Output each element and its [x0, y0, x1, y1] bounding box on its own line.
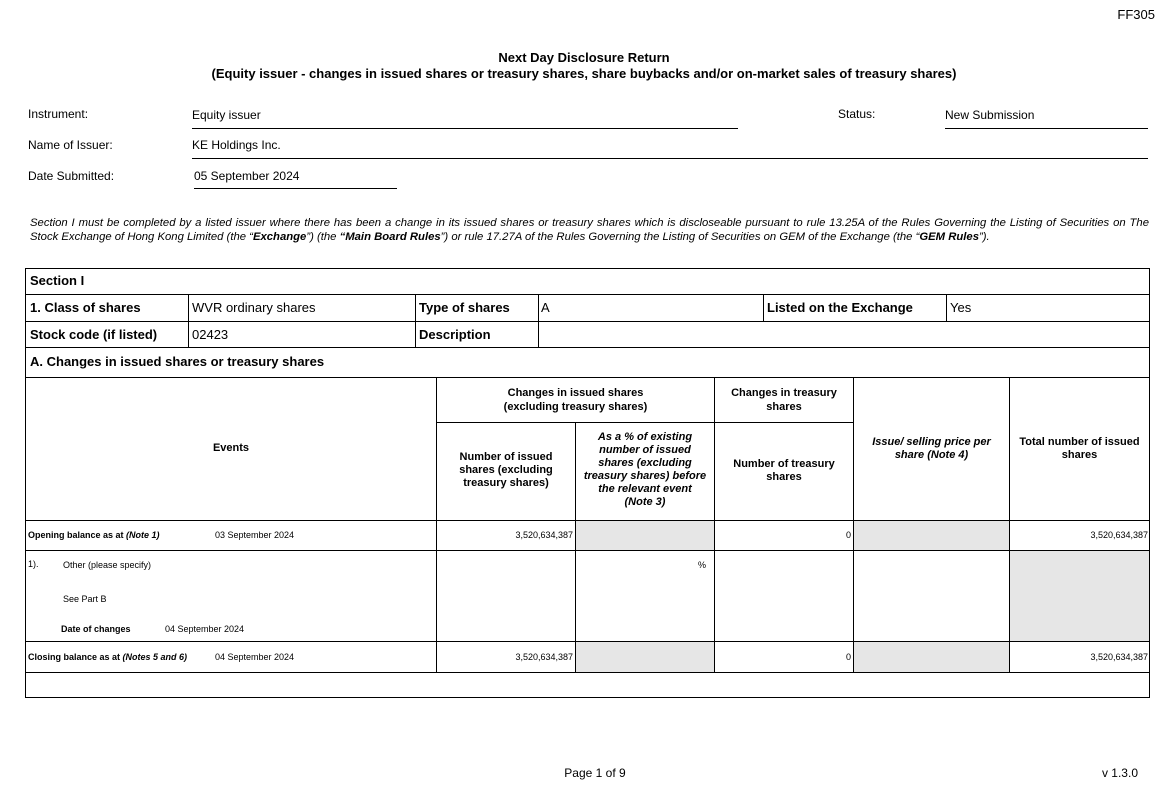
shaded-cell — [576, 642, 714, 672]
instrument-label: Instrument: — [28, 107, 89, 121]
num-treasury-header: Number of treasury shares — [733, 458, 835, 483]
closing-balance-date: 04 September 2024 — [215, 652, 295, 662]
divider — [25, 377, 1150, 378]
closing-balance-label: Closing balance as at (Notes 5 and 6) — [28, 652, 188, 662]
type-of-shares-label: Type of shares — [419, 300, 510, 315]
stock-code-value: 02423 — [192, 327, 229, 342]
event-specify: See Part B — [63, 594, 107, 604]
price-header: Issue/ selling price per share (Note 4) — [872, 436, 991, 461]
opening-treasury: 0 — [845, 530, 851, 540]
shaded-cell — [576, 521, 714, 550]
date-of-changes-label: Date of changes — [61, 624, 131, 634]
divider — [25, 347, 1150, 348]
divider — [25, 550, 1150, 551]
divider — [436, 377, 437, 672]
type-of-shares-value: A — [541, 300, 550, 315]
closing-treasury: 0 — [845, 652, 851, 662]
intro-paragraph: Section I must be completed by a listed issuer where there has been a change in its issued shares or treasury shares which is discloseable pursuant to rule 13.25A of the Rules Governing the Listing of Securities on The Stock Exchange of Hong Kong Limited (the “Exchange”) (the “Main Board Rules”) or rule 17.27A of the Rules Governing the Listing of Securities on GEM of the Exchange (the “GEM Rules”). — [30, 217, 1149, 243]
opening-issued: 3,520,634,387 — [515, 530, 573, 540]
date-of-changes-value: 04 September 2024 — [165, 624, 245, 634]
title-line-1: Next Day Disclosure Return — [498, 50, 670, 65]
section-title: Section I — [30, 273, 85, 288]
class-of-shares-value: WVR ordinary shares — [192, 300, 316, 315]
treasury-group-header: Changes in treasury shares — [731, 387, 837, 413]
divider — [714, 377, 715, 672]
opening-balance-label: Opening balance as at (Note 1) — [28, 530, 160, 540]
divider — [25, 294, 1150, 295]
class-of-shares-label: 1. Class of shares — [30, 300, 141, 315]
num-issued-header: Number of issued shares (excluding treasury shares) — [459, 451, 553, 489]
issuer-value: KE Holdings Inc. — [192, 138, 1148, 159]
divider — [763, 294, 764, 321]
events-header: Events — [212, 442, 250, 454]
page-number: Page 1 of 9 — [564, 766, 626, 780]
pct-sign: % — [697, 560, 706, 570]
status-label: Status: — [838, 107, 876, 121]
divider — [188, 294, 189, 347]
divider — [436, 422, 854, 423]
date-submitted-label: Date Submitted: — [28, 169, 115, 183]
pct-header: As a % of existing number of issued shares (excluding treasury shares) before the relevant event (Note 3) — [583, 431, 707, 508]
listed-label: Listed on the Exchange — [767, 300, 913, 315]
total-header: Total number of issued shares — [1019, 436, 1140, 461]
description-label: Description — [419, 327, 491, 342]
divider — [538, 294, 539, 347]
listed-value: Yes — [950, 300, 972, 315]
divider — [25, 321, 1150, 322]
title-line-2: (Equity issuer - changes in issued shares or treasury shares, share buybacks and/or on-market sales of treasury shares) — [211, 66, 957, 81]
shaded-cell — [1010, 551, 1149, 641]
divider — [946, 294, 947, 321]
document-title — [0, 50, 1168, 82]
date-submitted-value: 05 September 2024 — [194, 169, 397, 189]
form-code: FF305 — [1117, 7, 1155, 22]
instrument-value: Equity issuer — [192, 108, 738, 129]
shaded-cell — [854, 642, 1009, 672]
issuer-label: Name of Issuer: — [28, 138, 113, 152]
issued-group-header: Changes in issued shares (excluding treasury shares) — [503, 387, 648, 413]
divider — [25, 672, 1150, 673]
closing-total: 3,520,634,387 — [1090, 652, 1148, 662]
part-a-title: A. Changes in issued shares or treasury shares — [30, 354, 325, 369]
divider — [415, 294, 416, 347]
opening-balance-date: 03 September 2024 — [215, 530, 295, 540]
closing-issued: 3,520,634,387 — [515, 652, 573, 662]
opening-total: 3,520,634,387 — [1090, 530, 1148, 540]
event-number: 1). — [28, 559, 39, 569]
version: v 1.3.0 — [1101, 766, 1138, 780]
shaded-cell — [854, 521, 1009, 550]
status-value: New Submission — [945, 108, 1148, 129]
event-type: Other (please specify) — [63, 560, 152, 570]
stock-code-label: Stock code (if listed) — [30, 327, 158, 342]
